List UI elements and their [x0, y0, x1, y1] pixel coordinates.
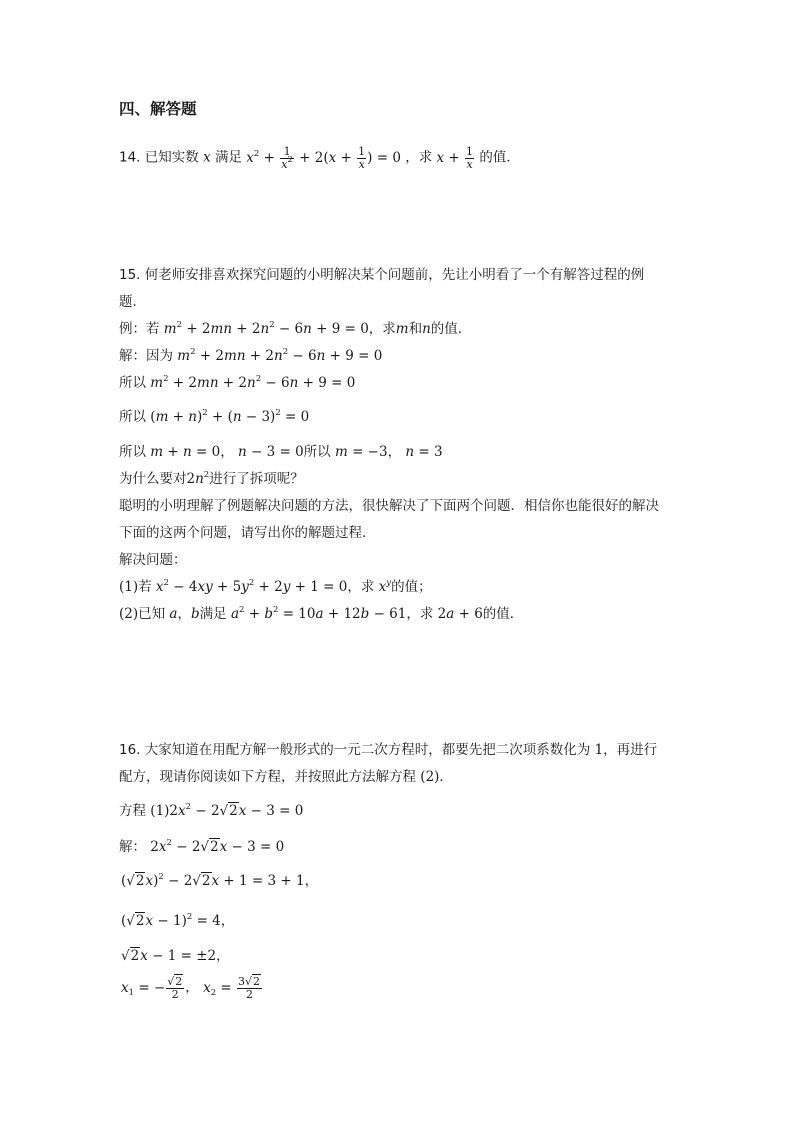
q16-number: 16. — [119, 742, 141, 758]
q15-sub-1-number: (1) — [119, 579, 139, 595]
q15-sub-1-a: 若 — [138, 579, 152, 595]
q15-so-4: 所以 — [303, 444, 331, 460]
q15-sep-2: ， — [387, 444, 402, 460]
q16-solution-label: 解： — [119, 839, 146, 855]
q16-one: 1 — [594, 742, 604, 758]
q16-root-2: $x_2$ = $\frac{3√2}{2}$ — [203, 975, 261, 1001]
section-heading: 四、解答题 — [119, 100, 197, 118]
q16-equation-label: 方程 — [119, 803, 146, 819]
q16-text-line-2b: ． — [439, 769, 453, 785]
question-16-line-2 — [119, 769, 453, 785]
q15-text-line-1: 何老师安排喜欢探究问题的小明解决某个问题前，先让小明看了一个有解答过程的例 — [144, 267, 645, 283]
q15-solution-prefix: 解：因为 — [119, 348, 173, 364]
q16-solution-line-4 — [121, 948, 230, 964]
q15-number: 15. — [119, 267, 141, 283]
q14-text-2: 满足 — [215, 149, 242, 166]
q15-so-1: 所以 — [119, 375, 146, 391]
q16-solution-equation-4: √2x − 1 = ±2 — [121, 948, 217, 964]
q16-equation-line — [119, 803, 303, 819]
q15-sub-1-power: $x^y$ — [378, 578, 392, 595]
question-14 — [119, 146, 520, 170]
q15-solution-equation-3: $(m + n)^2 + (n - 3)^2 = 0$ — [150, 408, 310, 425]
q15-solution-equation-4: m + n = 0 — [150, 444, 221, 460]
q15-solution-equation-5: n − 3 = 0 — [238, 444, 304, 460]
q15-why-a: 为什么要对 — [119, 471, 187, 487]
q15-solution-line-1 — [119, 348, 382, 364]
q15-example-ask: ，求 — [368, 321, 396, 337]
q15-sub-2-number: (2) — [119, 606, 139, 622]
q15-sub-1-equation: $x^2 - 4xy + 5y^2 + 2y + 1 = 0$ — [155, 578, 348, 595]
q16-comma-1: ， — [304, 873, 319, 889]
question-15-line-1 — [119, 267, 644, 283]
q16-solution-line-3 — [121, 913, 234, 929]
question-16-line-1 — [119, 742, 657, 758]
q15-sub-1-c: 的值； — [391, 579, 432, 595]
q16-text-line-1b: ，再进行 — [603, 742, 658, 758]
q15-why-line — [119, 471, 304, 487]
q15-var-n: n — [422, 321, 431, 337]
q15-why-term: $2n^2$ — [186, 470, 210, 487]
q15-sub-2-b: 满足 — [199, 606, 227, 622]
q15-subquestion-2 — [119, 606, 523, 622]
q14-text-3: ，求 — [405, 149, 433, 166]
q15-example-end: 的值． — [430, 321, 472, 337]
q15-example-equation: $m^2 + 2mn + 2n^2 - 6n + 9 = 0$ — [163, 320, 369, 337]
q15-paragraph-1: 聪明的小明理解了例题解决问题的方法，很快解决了下面两个问题．相信你也能很好的解决 — [119, 498, 659, 514]
q15-sub-2-d: 的值． — [482, 606, 524, 622]
q15-example-prefix: 例：若 — [119, 321, 160, 337]
q15-subquestion-1 — [119, 579, 432, 595]
q14-text-1: 已知实数 — [144, 149, 199, 166]
q15-sub-2-equation: $a^2 + b^2 = 10a + 12b - 61$ — [230, 605, 407, 622]
q15-paragraph-2: 下面的这两个问题，请写出你的解题过程． — [119, 525, 376, 541]
q15-text-line-2: 题． — [119, 294, 146, 310]
q15-solve-heading: 解决问题： — [119, 552, 187, 568]
q14-expression: x + $\frac{1}{x}$ — [436, 145, 474, 171]
q14-var-x: x — [203, 149, 211, 166]
q15-so-3: 所以 — [119, 444, 146, 460]
q14-number: 14. — [119, 149, 141, 166]
q15-solution-equation-2: $m^2 + 2mn + 2n^2 - 6n + 9 = 0$ — [150, 374, 356, 391]
q15-sub-2-a: 已知 — [138, 606, 166, 622]
q16-two: (2) — [420, 769, 440, 785]
q16-root-1: $x_1$ = − $\frac{√2}{2}$ — [121, 975, 183, 1001]
q15-sep-1: ， — [220, 444, 234, 460]
q15-solution-line-3 — [119, 409, 309, 425]
q15-example-and: 和 — [408, 321, 423, 337]
q16-equation-number: (1) — [150, 803, 170, 819]
q16-solution-line-5 — [121, 976, 263, 1000]
q15-sub-2-c: ，求 — [406, 606, 434, 622]
q14-text-4: 的值． — [479, 149, 520, 166]
q16-solution-line-1 — [119, 839, 284, 855]
q15-solution-equation-1: $m^2 + 2mn + 2n^2 - 6n + 9 = 0$ — [177, 347, 383, 364]
q15-solution-line-2 — [119, 375, 355, 391]
q15-sub-2-vars: a，b — [169, 606, 200, 622]
q15-sub-2-expression: 2a + 6 — [437, 606, 483, 622]
q15-why-b: 进行了拆项呢？ — [209, 471, 304, 487]
q15-example-line — [119, 321, 471, 337]
q16-comma-3: ， — [216, 948, 230, 964]
q16-text-line-2: 配方，现请你阅读如下方程，并按照此方法解方程 — [119, 769, 416, 785]
q15-solution-m-value: m = −3 — [334, 444, 388, 460]
q15-solution-n-value: n = 3 — [405, 444, 443, 460]
q15-so-2: 所以 — [119, 409, 146, 425]
q16-solution-equation-2: $(√2x)^2 - 2√2x + 1 = 3 + 1$ — [121, 872, 305, 889]
q15-sub-1-b: ，求 — [347, 579, 375, 595]
q16-root-separator: ， — [185, 979, 199, 996]
q16-solution-equation-1: $2x^2 - 2√2x - 3 = 0$ — [150, 838, 285, 855]
q15-var-m: m — [395, 321, 409, 337]
q15-solution-line-4 — [119, 444, 443, 460]
q16-solution-equation-3: $(√2x - 1)^2 = 4$ — [121, 912, 221, 929]
q16-equation: $2x^2 - 2√2x - 3 = 0$ — [169, 802, 304, 819]
q16-comma-2: ， — [220, 913, 235, 929]
q16-text-line-1: 大家知道在用配方解一般形式的一元二次方程时，都要先把二次项系数化为 — [144, 742, 591, 758]
q14-equation: $x^2$ + $\frac{1}{x^2}$ + 2(x + $\frac{1}{x}$ ) = 0 — [246, 145, 401, 171]
q16-solution-line-2 — [121, 873, 318, 889]
